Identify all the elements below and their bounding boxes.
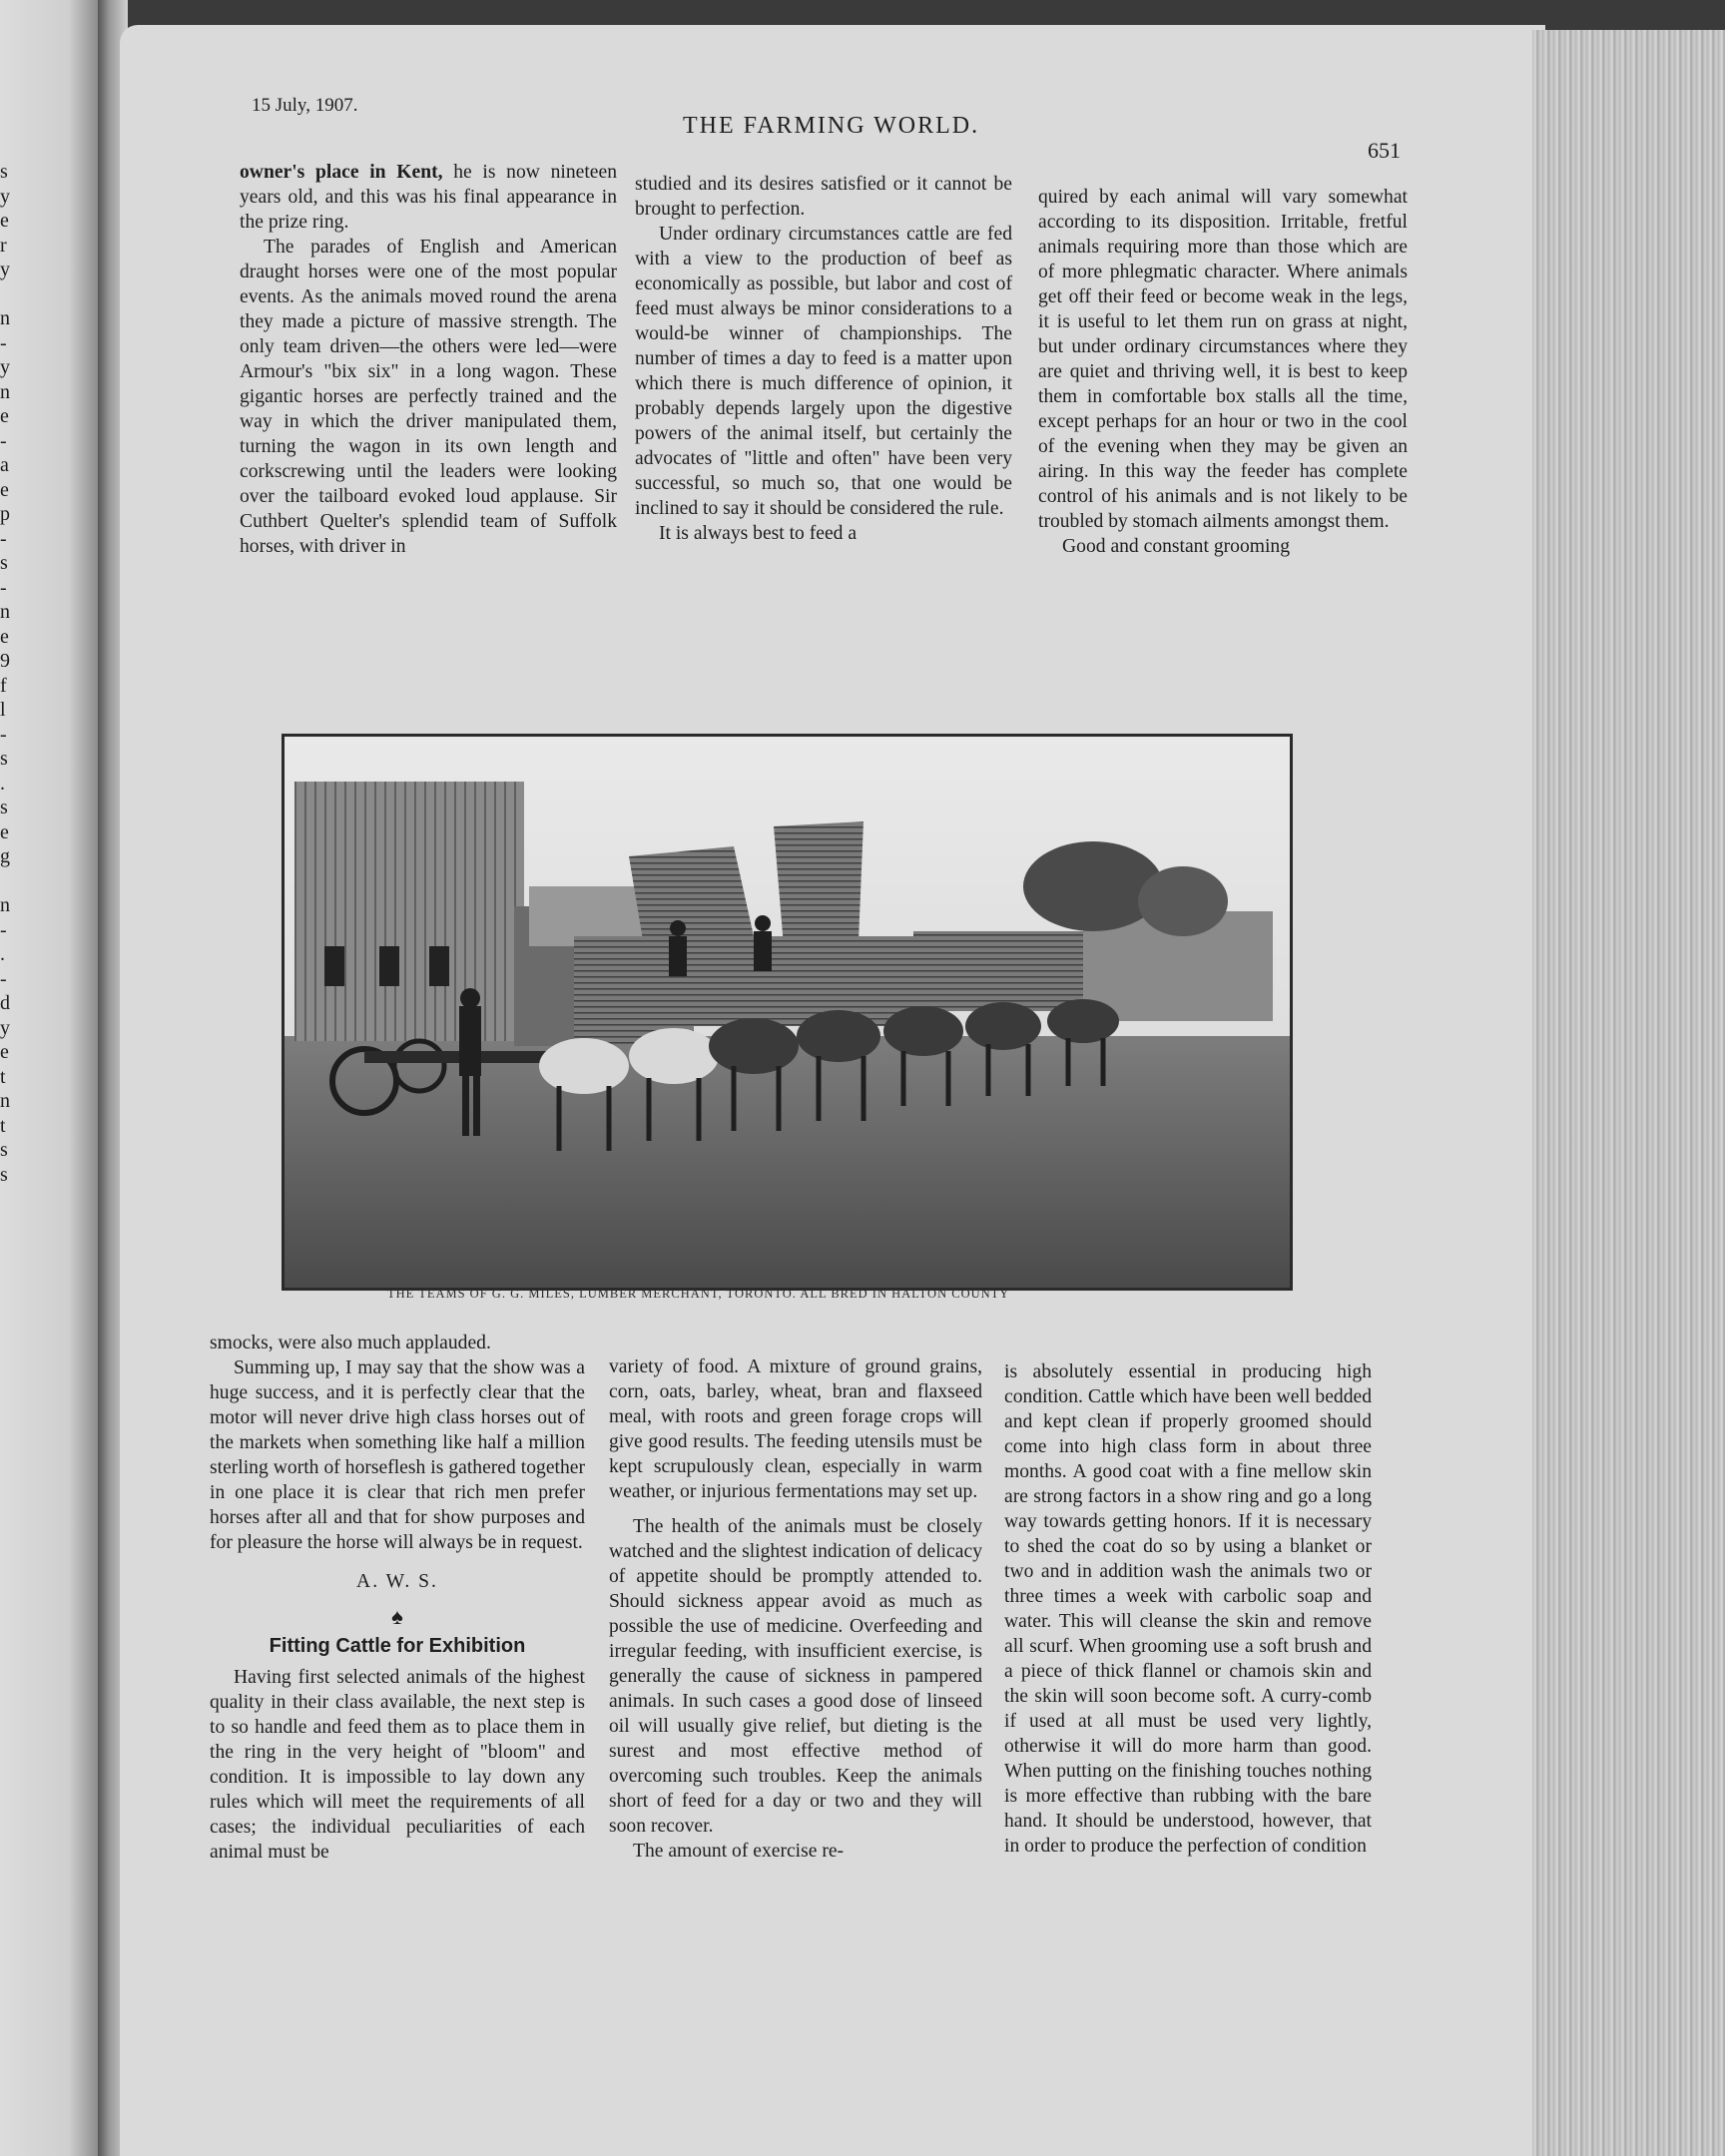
facing-page-letter: e	[0, 820, 9, 843]
facing-page-letter: e	[0, 1041, 9, 1063]
facing-page-letter: .	[0, 772, 5, 795]
facing-page-letter: y	[0, 259, 10, 280]
facing-page-letter: n	[0, 601, 10, 623]
facing-page-letter: .	[0, 943, 5, 965]
column-6	[1004, 1359, 1372, 1859]
facing-page-letter: -	[0, 331, 7, 354]
facing-page-letter: s	[0, 1163, 8, 1186]
facing-page-letter: -	[0, 429, 7, 452]
facing-page-letter: y	[0, 185, 10, 208]
paragraph: Summing up, I may say that the show was a huge success, and it is perfectly clear that the motor will never drive high class horses out of the markets when something like half a million sterling worth of horseflesh is gathered together in one place it is clear that rich men prefer horses after all and that for show purposes and for pleasure the horse will always be in request.	[210, 1357, 585, 1553]
lead-in: owner's place in Kent,	[240, 162, 443, 183]
facing-page-letter: s	[0, 552, 8, 574]
column-3	[1038, 185, 1408, 559]
column-5	[609, 1354, 982, 1864]
facing-page-letter: n	[0, 307, 10, 329]
facing-page-edge	[0, 0, 98, 2156]
paragraph: The health of the animals must be closely watched and the slightest indication of delicacy of appetite should be promptly attended to. Should sickness appear avoid as much as possible the use of medicine. Overfeeding and irregular feeding, with insufficient exercise, is generally the cause of sickness in pampered animals. In such cases a good dose of linseed oil will usually give relief, but dieting is the surest and most effective method of overcoming such troubles. Keep the animals short of feed for a day or two and they will soon recover.	[609, 1516, 982, 1837]
paragraph: studied and its desires satisfied or it cannot be brought to perfection.	[635, 174, 1012, 220]
paragraph-text: he is now nineteen years old, and this was his final appearance in the prize ring.	[240, 162, 617, 233]
facing-page-letter: t	[0, 1114, 6, 1137]
facing-page-letter: s	[0, 797, 8, 818]
facing-page-letter: a	[0, 454, 9, 476]
facing-page-letter	[0, 869, 18, 894]
photograph-horse-teams	[282, 734, 1293, 1291]
column-4	[210, 1331, 585, 1865]
stacked-page-edges	[1532, 30, 1725, 2156]
facing-page-letter: -	[0, 576, 7, 599]
photo-illustration	[285, 737, 1290, 1288]
column-1	[240, 160, 617, 559]
paragraph: Under ordinary circumstances cattle are fed with a view to the production of beef as economically as possible, but labor and cost of feed must always be minor considerations to a would-be winner of championships. The number of times a day to feed is a matter upon which there is much difference of opinion, it probably depends largely upon the digestive powers of the animal itself, but certainly the advocates of "little and often" have been very successful, so much so, that one would be inclined to say it should be considered the rule.	[635, 224, 1012, 519]
paragraph: Having first selected animals of the highest quality in their class available, the next step is to so handle and feed them as to place them in the ring in the very height of "bloom" and condition. It is impossible to lay down any rules which will meet the requirements of all cases; the individual peculiarities of each animal must be	[210, 1667, 585, 1863]
facing-page-letter: e	[0, 405, 9, 427]
facing-page-letter: n	[0, 380, 10, 403]
facing-page-letter: l	[0, 699, 6, 721]
facing-page-letter: y	[0, 356, 10, 378]
paragraph: The parades of English and American draught horses were one of the most popular events. As the animals moved round the arena they made a picture of massive strength. The only team driven—the others were led—were Armour's "bix six" in a long wagon. These gigantic horses are perfectly trained and the way in which the driver manipulated them, turning the wagon in its own length and corkscrewing until the leaders were looking over the tailboard evoked loud applause. Sir Cuthbert Quelter's splendid team of Suffolk horses, with driver in	[240, 237, 617, 557]
facing-page-letter: s	[0, 1139, 8, 1161]
facing-page-letter: -	[0, 527, 7, 550]
facing-page-letter: p	[0, 503, 10, 525]
facing-page-letter: g	[0, 845, 10, 867]
facing-page-letter: -	[0, 967, 7, 990]
paragraph	[240, 160, 617, 235]
facing-page-letter: e	[0, 210, 9, 232]
facing-page-letter: t	[0, 1065, 6, 1088]
photo-caption: THE TEAMS OF G. G. MILES, LUMBER MERCHANT, TORONTO. ALL BRED IN HALTON COUNTY	[387, 1287, 1010, 1301]
paragraph: quired by each animal will vary somewhat according to its disposition. Irritable, fretful animals requiring more than those which are of more phlegmatic character. Where animals get off their feed or become weak in the legs, it is useful to let them run on grass at night, but under ordinary circumstances where they are quiet and thriving well, it is best to keep them in comfortable box stalls all the time, except perhaps for an hour or two in the cool of the evening when they may be given an airing. In this way the feeder has complete control of his animals and is not likely to be troubled by stomach ailments amongst them.	[1038, 187, 1408, 532]
issue-date: 15 July, 1907.	[252, 95, 358, 116]
facing-page-letter: e	[0, 625, 9, 648]
author-signature: A. W. S.	[356, 1571, 438, 1592]
facing-page-letters	[0, 160, 18, 1187]
facing-page-letter: -	[0, 723, 7, 746]
paragraph: Good and constant grooming	[1062, 536, 1291, 557]
facing-page-letter: y	[0, 1016, 10, 1039]
facing-page-letter: n	[0, 1090, 10, 1112]
paragraph: variety of food. A mixture of ground grains, corn, oats, barley, wheat, bran and flaxseed meal, with roots and green forage crops will give good results. The feeding utensils must be kept scrupulously clean, especially in warm weather, or injurious fermentations may set up.	[609, 1356, 982, 1502]
paragraph: It is always best to feed a	[659, 523, 858, 544]
facing-page-letter	[0, 282, 18, 307]
column-2	[635, 172, 1012, 546]
facing-page-letter: s	[0, 161, 8, 183]
page-number: 651	[1368, 138, 1401, 163]
facing-page-letter: 9	[0, 650, 10, 672]
journal-title: THE FARMING WORLD.	[683, 113, 980, 139]
paragraph: The amount of exercise re-	[633, 1841, 845, 1862]
facing-page-letter: e	[0, 478, 9, 501]
facing-page-letter: s	[0, 748, 8, 770]
facing-page-letter: n	[0, 894, 10, 916]
facing-page-letter: f	[0, 674, 7, 697]
spade-ornament-icon: ♠	[391, 1604, 403, 1629]
facing-page-letter: r	[0, 234, 7, 257]
facing-page-letter: d	[0, 992, 10, 1014]
facing-page-letter: -	[0, 918, 7, 941]
section-heading: Fitting Cattle for Exhibition	[269, 1635, 526, 1657]
paragraph: smocks, were also much applauded.	[210, 1333, 491, 1353]
paragraph: is absolutely essential in producing high condition. Cattle which have been well bedded and kept clean if properly groomed should come into high class form in about three months. A good coat with a fine mellow skin are strong factors in a show ring and go a long way towards getting honors. If it is necessary to shed the coat do so by using a blanket or two and in addition wash the animals two or three times a week with carbolic soap and water. This will cleanse the skin and remove all scurf. When grooming use a soft brush and a piece of thick flannel or chamois skin and the skin will soon become soft. A curry-comb if used at all must be used very lightly, otherwise it will do more harm than good. When putting on the finishing touches nothing is more effective than rubbing with the bare hand. It should be understood, however, that in order to produce the perfection of condition	[1004, 1361, 1372, 1857]
